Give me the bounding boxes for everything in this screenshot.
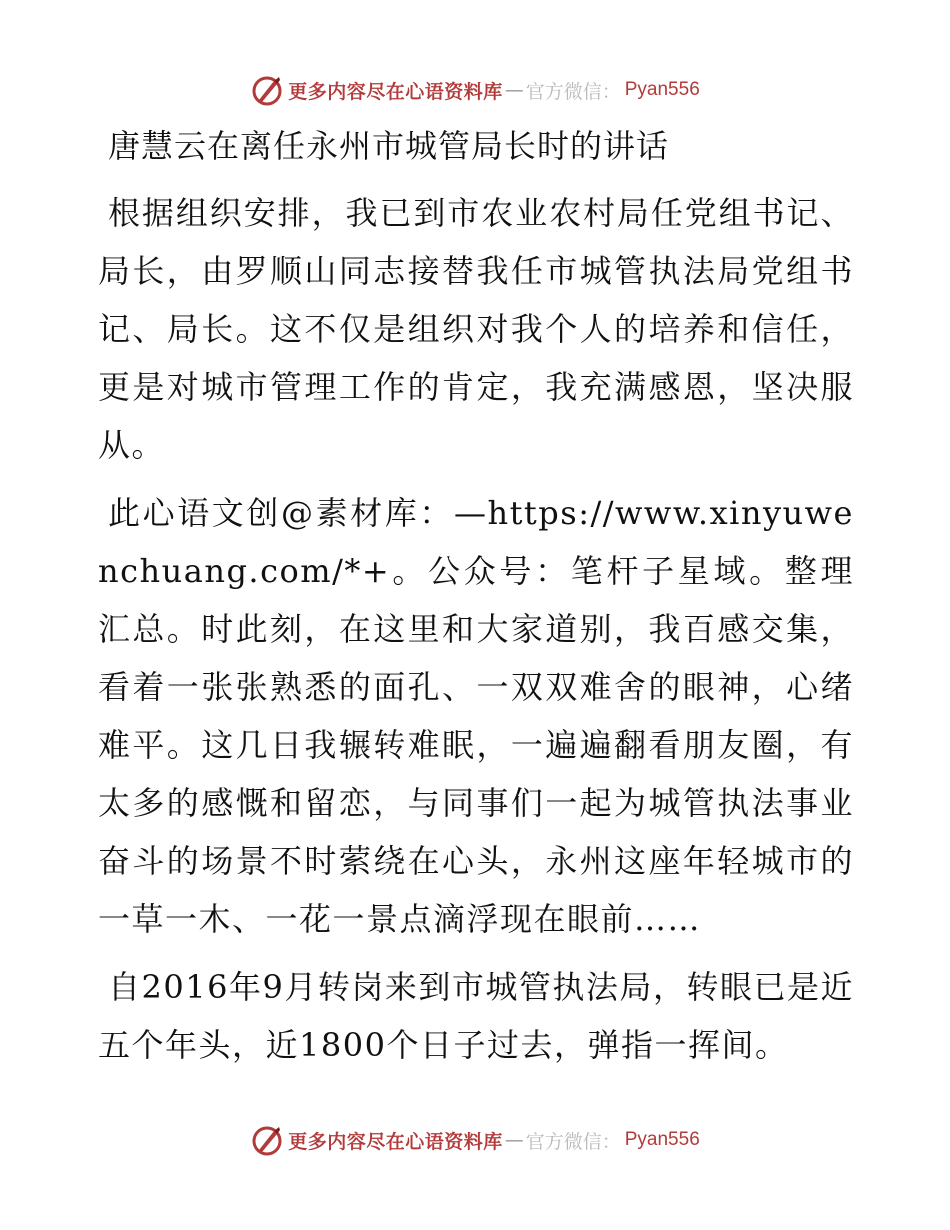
- banner-dash: —: [504, 79, 524, 101]
- banner-text: 更多内容尽在心语资料库: [288, 1130, 503, 1153]
- document-title: 唐慧云在离任永州市城管局长时的讲话: [108, 127, 670, 165]
- paragraph-1: 根据组织安排，我已到市农业农村局任党组书记、局长，由罗顺山同志接替我任市城管执法局党组书记、局长。这不仅是组织对我个人的培养和信任，更是对城市管理工作的肯定，我充满感恩，坚决服从。: [98, 194, 854, 464]
- quill-logo-icon: [250, 73, 284, 107]
- wechat-id: Pyan556: [624, 79, 700, 100]
- paragraph-3: 自2016年9月转岗来到市城管执法局，转眼已是近五个年头，近1800个日子过去，弹指一挥间。: [98, 968, 854, 1064]
- wechat-id: Pyan556: [624, 1129, 700, 1150]
- wechat-label: 官方微信：: [525, 1130, 621, 1153]
- document-body: [98, 118, 854, 1084]
- header-banner: [0, 68, 950, 112]
- banner-dash: —: [504, 1129, 524, 1151]
- banner-text: 更多内容尽在心语资料库: [288, 80, 503, 103]
- footer-banner: [0, 1118, 950, 1162]
- quill-logo-icon: [250, 1123, 284, 1157]
- wechat-label: 官方微信：: [525, 80, 621, 103]
- paragraph-2: 此心语文创@素材库：—https://www.xinyuwenchuang.com/*+。公众号：笔杆子星域。整理汇总。时此刻，在这里和大家道别，我百感交集，看着一张张熟悉的面孔、一双双难舍的眼神，心绪难平。这几日我辗转难眠，一遍遍翻看朋友圈，有太多的感慨和留恋，与同事们一起为城管执法事业奋斗的场景不时萦绕在心头，永州这座年轻城市的一草一木、一花一景点滴浮现在眼前……: [98, 494, 854, 938]
